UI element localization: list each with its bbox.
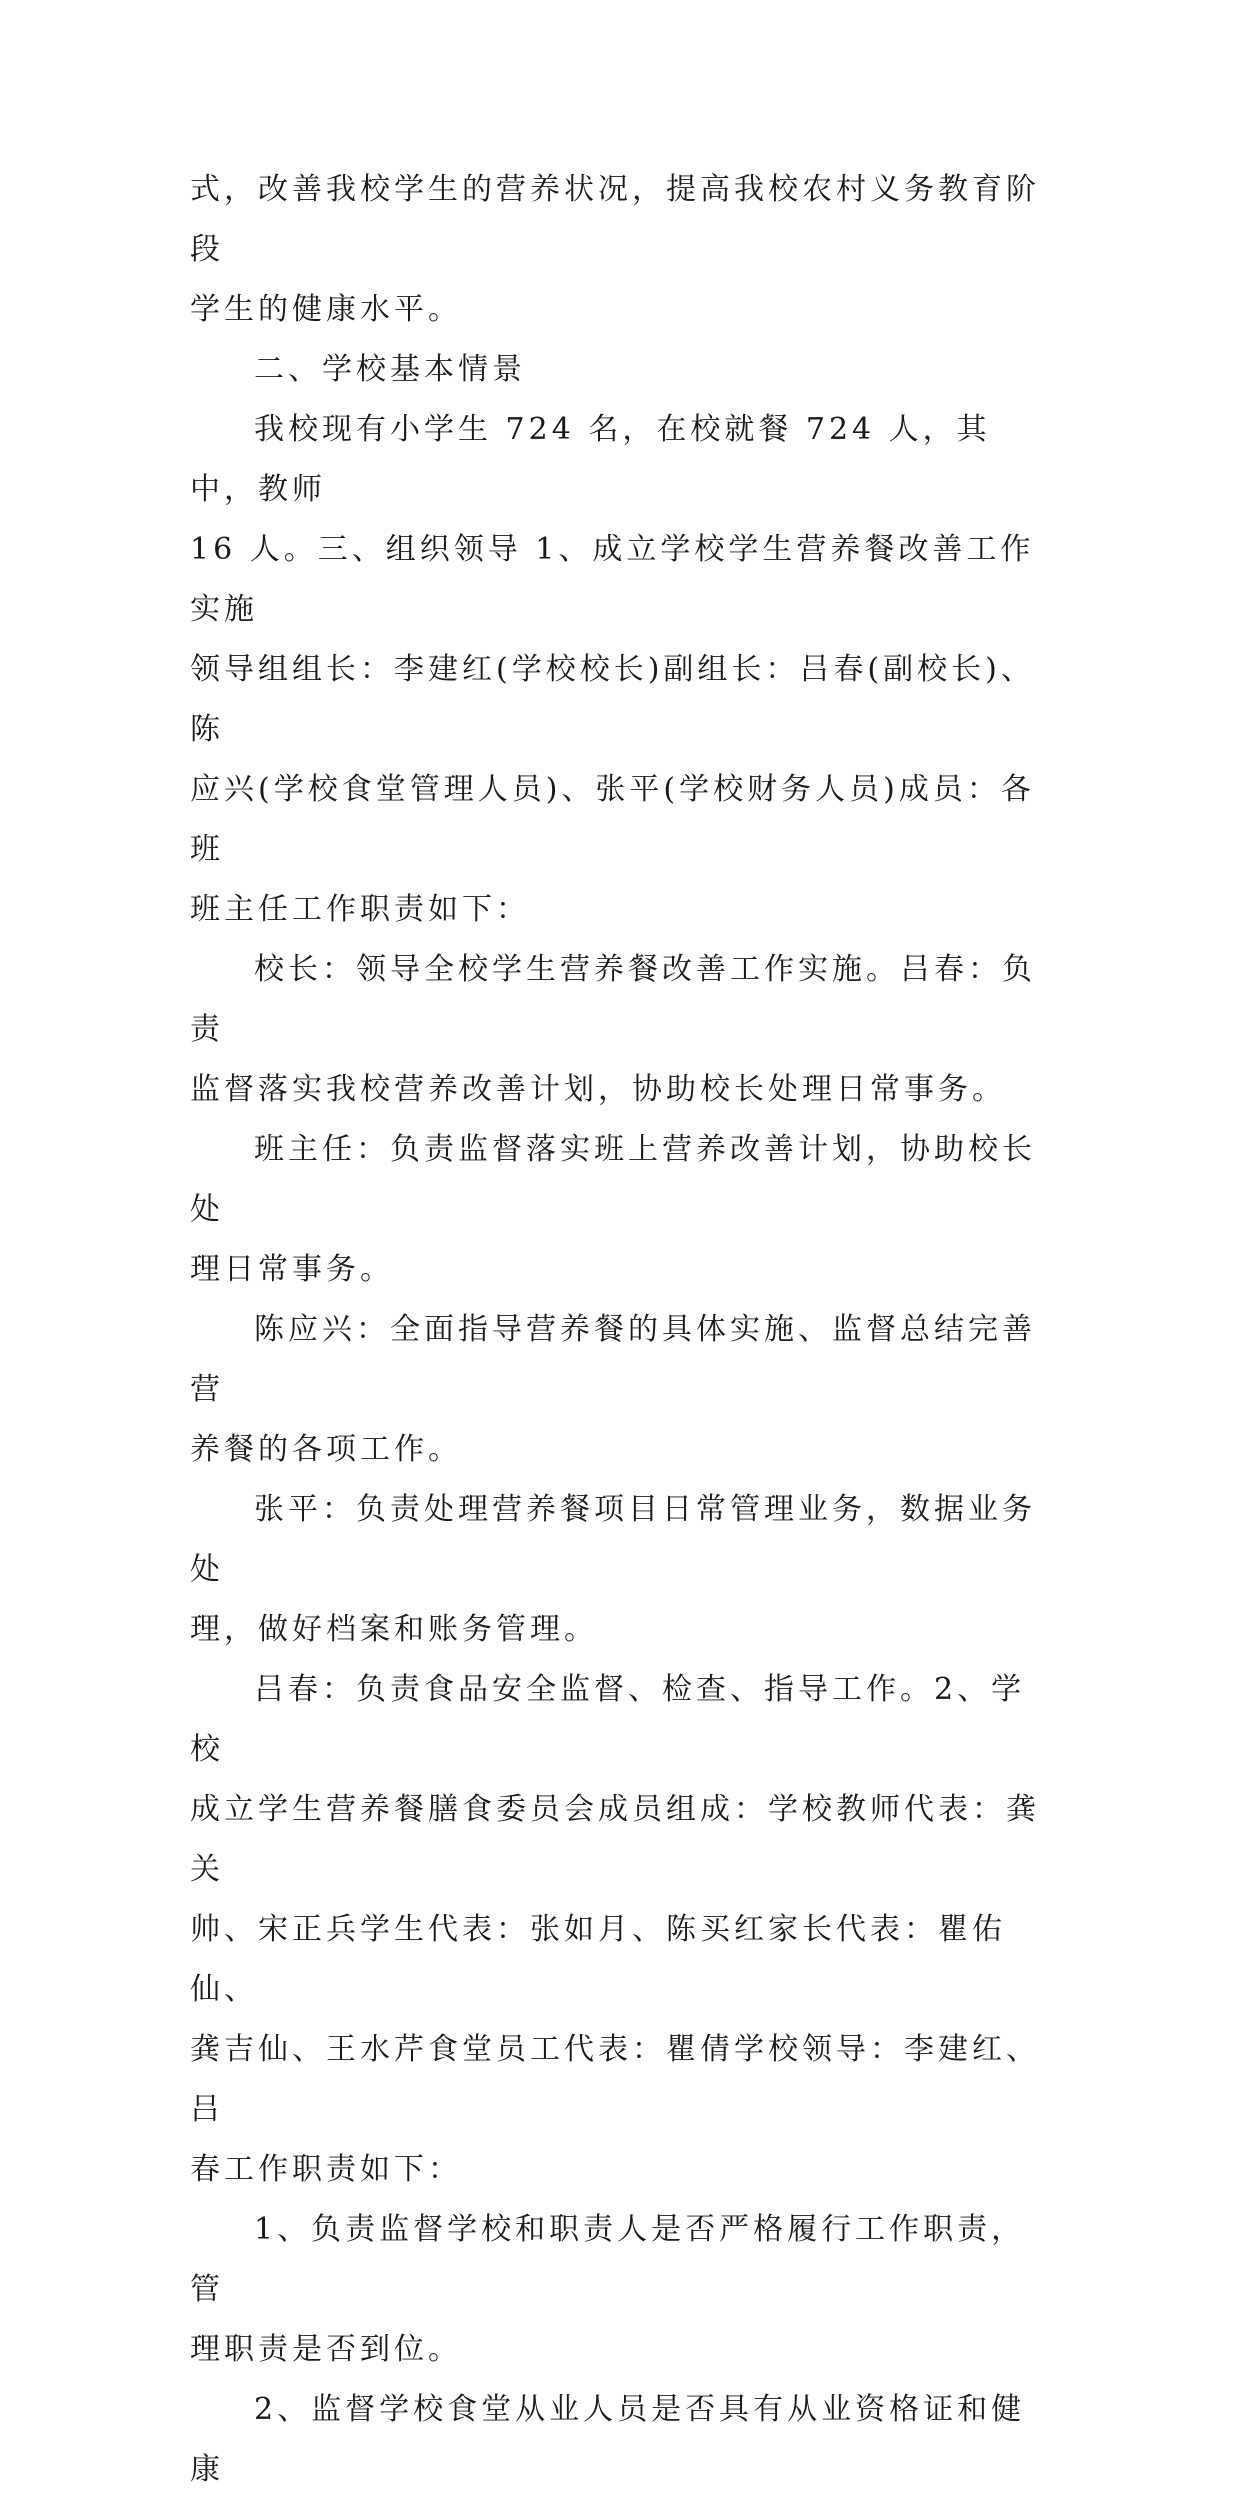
paragraph xyxy=(190,1660,1052,2200)
text-line: 二、学校基本情景 xyxy=(254,352,526,387)
text-line: 理职责是否到位。 xyxy=(190,2332,462,2367)
paragraph xyxy=(190,1120,1052,1300)
text-line: 养餐的各项工作。 xyxy=(190,1432,462,1467)
text-line: 应兴(学校食堂管理人员)、张平(学校财务人员)成员：各班 xyxy=(190,772,1035,867)
text-line: 龚吉仙、王水芹食堂员工代表：瞿倩学校领导：李建红、吕 xyxy=(190,2032,1040,2127)
text-line: 理日常事务。 xyxy=(190,1252,394,1287)
text-line: 2、监督学校食堂从业人员是否具有从业资格证和健康 xyxy=(190,2392,1026,2487)
text-line: 16 人。三、组织领导 1、成立学校学生营养餐改善工作实施 xyxy=(190,532,1035,627)
text-line: 班主任工作职责如下： xyxy=(190,892,530,927)
text-line: 学生的健康水平。 xyxy=(190,292,462,327)
text-line: 春工作职责如下： xyxy=(190,2152,462,2187)
paragraph xyxy=(190,400,1052,940)
paragraph xyxy=(190,1300,1052,1480)
paragraph xyxy=(190,1480,1052,1660)
text-line: 我校现有小学生 724 名，在校就餐 724 人，其中，教师 xyxy=(190,412,991,507)
text-line: 领导组组长：李建红(学校校长)副组长：吕春(副校长)、陈 xyxy=(190,652,1035,747)
text-line: 张平：负责处理营养餐项目日常管理业务，数据业务处 xyxy=(190,1492,1036,1587)
document-body xyxy=(190,160,1052,2500)
text-line: 帅、宋正兵学生代表：张如月、陈买红家长代表：瞿佑仙、 xyxy=(190,1912,1006,2007)
paragraph xyxy=(190,340,1052,400)
text-line: 陈应兴：全面指导营养餐的具体实施、监督总结完善营 xyxy=(190,1312,1036,1407)
text-line: 1、负责监督学校和职责人是否严格履行工作职责，管 xyxy=(190,2212,1026,2307)
paragraph xyxy=(190,2200,1052,2380)
text-line: 成立学生营养餐膳食委员会成员组成：学校教师代表：龚关 xyxy=(190,1792,1040,1887)
paragraph xyxy=(190,2380,1052,2500)
paragraph xyxy=(190,940,1052,1120)
text-line: 校长：领导全校学生营养餐改善工作实施。吕春：负责 xyxy=(190,952,1036,1047)
text-line: 式，改善我校学生的营养状况，提高我校农村义务教育阶段 xyxy=(190,172,1040,267)
text-line: 理，做好档案和账务管理。 xyxy=(190,1612,598,1647)
text-line: 监督落实我校营养改善计划，协助校长处理日常事务。 xyxy=(190,1072,1006,1107)
paragraph xyxy=(190,160,1052,340)
text-line: 班主任：负责监督落实班上营养改善计划，协助校长处 xyxy=(190,1132,1036,1227)
text-line: 吕春：负责食品安全监督、检查、指导工作。2、学校 xyxy=(190,1672,1026,1767)
